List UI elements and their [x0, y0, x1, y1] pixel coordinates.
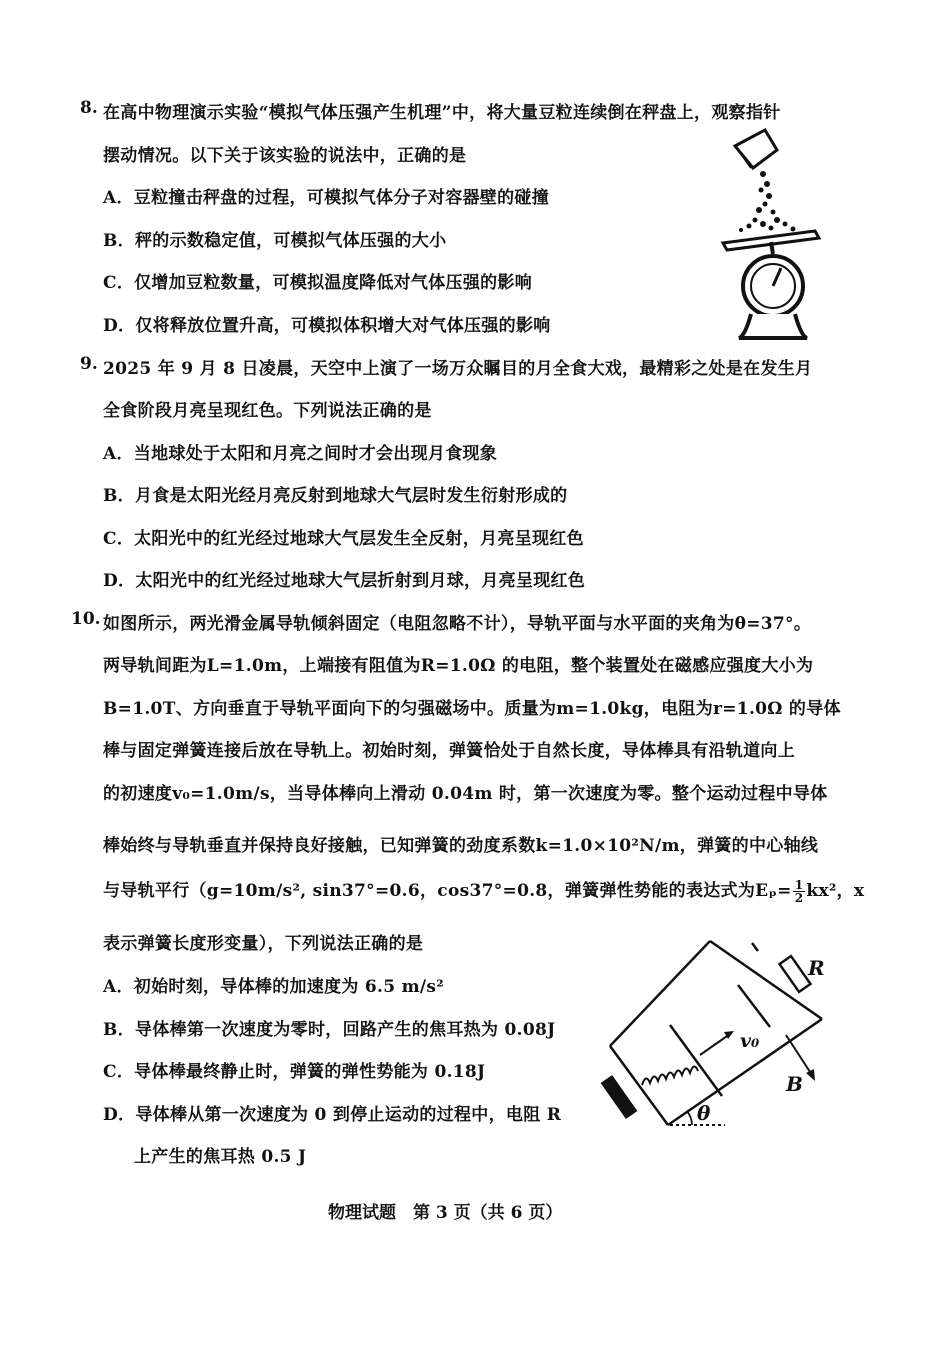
- q9-option-b: B．月食是太阳光经月亮反射到地球大气层时发生衍射形成的: [103, 486, 568, 506]
- page-footer: 物理试题 第 3 页（共 6 页）: [328, 1203, 563, 1223]
- q10-rail-figure: [600, 935, 850, 1135]
- q10-stem-line-7: [103, 876, 864, 904]
- q10-stem-line-6: 棒始终与导轨垂直并保持良好接触，已知弹簧的劲度系数k=1.0×10²N/m，弹簧的中心轴线: [103, 836, 819, 856]
- velocity-arrow: [700, 1030, 760, 1055]
- pouring-cup-icon: [735, 130, 777, 168]
- angle-arc: [687, 1101, 711, 1125]
- q9-option-a: A．当地球处于太阳和月亮之间时才会出现月食现象: [103, 444, 498, 464]
- q10-stem-line-8: 表示弹簧长度形变量），下列说法正确的是: [103, 934, 424, 954]
- q9-stem-line-1: 2025 年 9 月 8 日凌晨，天空中上演了一场万众瞩目的月全食大戏，最精彩之处是在发生月: [103, 359, 813, 379]
- q10-number: 10.: [71, 609, 101, 629]
- theta-label: θ: [697, 1101, 711, 1125]
- field-label: B: [786, 1072, 803, 1096]
- q10-option-a: A．初始时刻，导体棒的加速度为 6.5 m/s²: [103, 977, 445, 997]
- q10-stem-line-3: B=1.0T、方向垂直于导轨平面向下的匀强磁场中。质量为m=1.0kg，电阻为r=1.0Ω 的导体: [103, 699, 841, 719]
- q10-stem-line-1: 如图所示，两光滑金属导轨倾斜固定（电阻忽略不计），导轨平面与水平面的夹角为θ=37°。: [103, 614, 812, 634]
- q8-option-c: C．仅增加豆粒数量，可模拟温度降低对气体压强的影响: [103, 273, 533, 293]
- q10-stem-line-4: 棒与固定弹簧连接后放在导轨上。初始时刻，弹簧恰处于自然长度，导体棒具有沿轨道向上: [103, 741, 795, 761]
- q8-option-d: D．仅将释放位置升高，可模拟体积增大对气体压强的影响: [103, 316, 551, 336]
- q8-number: 8.: [80, 98, 98, 118]
- q9-option-c: C．太阳光中的红光经过地球大气层发生全反射，月亮呈现红色: [103, 529, 584, 549]
- frac-numerator: 1: [794, 878, 804, 892]
- scale-dial-icon: [739, 256, 807, 338]
- q10-stem-line-2: 两导轨间距为L=1.0m，上端接有阻值为R=1.0Ω 的电阻，整个装置处在磁感应强度大小为: [103, 656, 814, 676]
- q9-option-d: D．太阳光中的红光经过地球大气层折射到月球，月亮呈现红色: [103, 571, 586, 591]
- falling-beans: [739, 171, 796, 232]
- q9-number: 9.: [80, 354, 98, 374]
- magnetic-field-arrow: [785, 1035, 815, 1096]
- half-fraction: [793, 879, 806, 904]
- q10-option-d-line-2: 上产生的焦耳热 0.5 J: [134, 1147, 307, 1167]
- resistor-label: R: [808, 956, 825, 980]
- resistor-icon: [780, 956, 825, 992]
- q10-option-d-line-1: D．导体棒从第一次速度为 0 到停止运动的过程中，电阻 R: [103, 1105, 562, 1125]
- q10-stem-line-7-b: kx²，x: [806, 881, 865, 901]
- q8-scale-figure: [715, 128, 835, 343]
- q10-stem-line-5: 的初速度v₀=1.0m/s，当导体棒向上滑动 0.04m 时，第一次速度为零。整个运动过程中导体: [103, 784, 828, 804]
- q8-option-b: B．秤的示数稳定值，可模拟气体压强的大小: [103, 231, 447, 251]
- q10-option-b: B．导体棒第一次速度为零时，回路产生的焦耳热为 0.08J: [103, 1020, 556, 1040]
- q10-stem-line-7-a: 与导轨平行（g=10m/s², sin37°=0.6，cos37°=0.8，弹簧弹性势能的表达式为Eₚ=: [103, 881, 792, 901]
- frac-denominator: 2: [794, 891, 804, 905]
- spring-icon: [601, 1066, 698, 1119]
- q10-option-c: C．导体棒最终静止时，弹簧的弹性势能为 0.18J: [103, 1062, 486, 1082]
- q9-stem-line-2: 全食阶段月亮呈现红色。下列说法正确的是: [103, 401, 432, 421]
- q8-stem-line-2: 摆动情况。以下关于该实验的说法中，正确的是: [103, 146, 467, 166]
- q8-option-a: A．豆粒撞击秤盘的过程，可模拟气体分子对容器壁的碰撞: [103, 188, 549, 208]
- scale-pan: [723, 231, 819, 254]
- velocity-label: v₀: [740, 1030, 760, 1052]
- q8-stem-line-1: 在高中物理演示实验“模拟气体压强产生机理”中，将大量豆粒连续倒在秤盘上，观察指针: [103, 103, 781, 123]
